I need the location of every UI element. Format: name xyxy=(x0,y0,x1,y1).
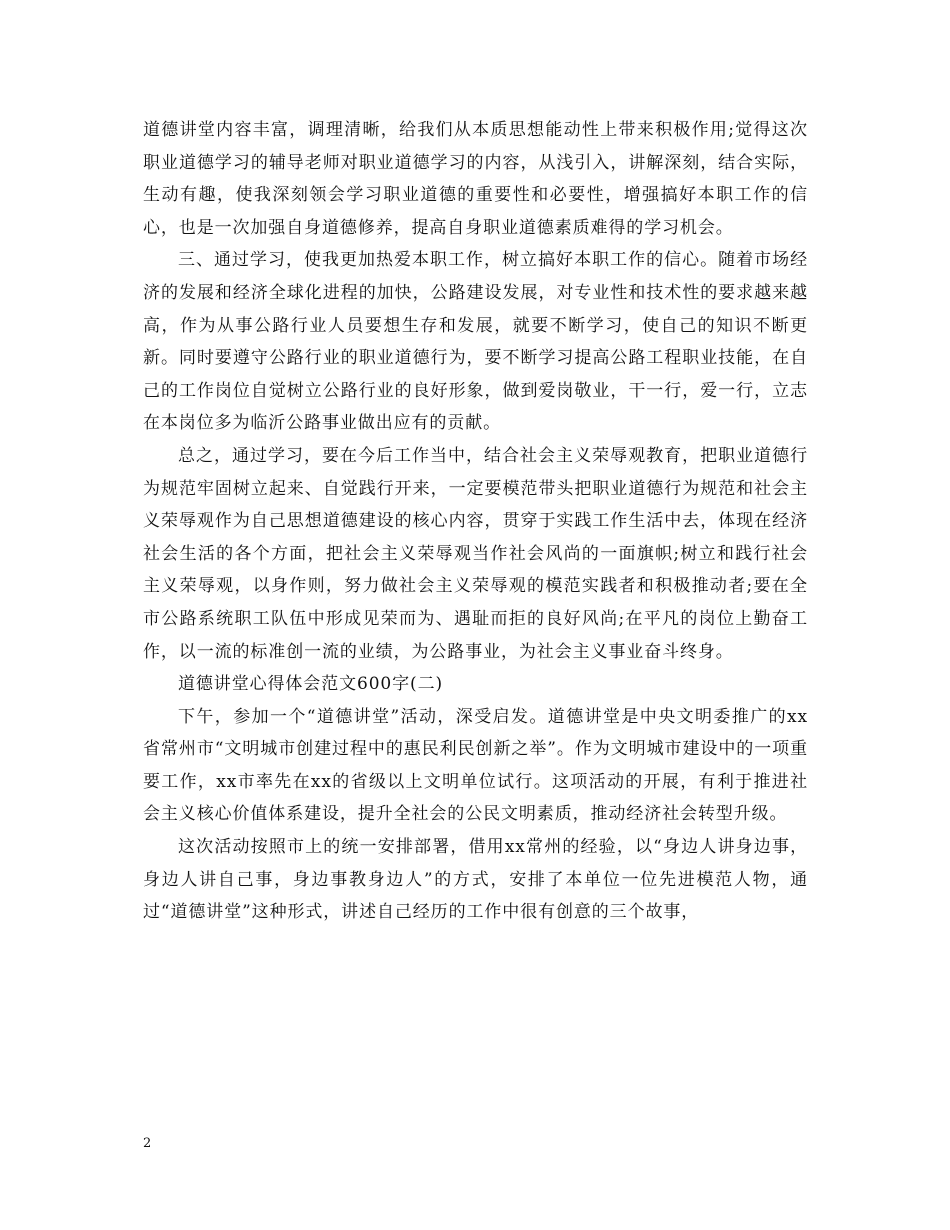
document-body xyxy=(143,114,808,929)
page-number: 2 xyxy=(143,1136,152,1151)
paragraph-afternoon-event: 下午，参加一个“道德讲堂”活动，深受启发。道德讲堂是中央文明委推广的xx省常州市“文明城市创建过程中的惠民利民创新之举”。作为文明城市建设中的一项重要工作，xx市率先在xx的省级以上文明单位试行。这项活动的开展，有利于推进社会主义核心价值体系建设，提升全社会的公民文明素质，推动经济社会转型升级。 xyxy=(143,706,808,825)
paragraph-section-three: 三、通过学习，使我更加热爱本职工作，树立搞好本职工作的信心。随着市场经济的发展和经济全球化进程的加快，公路建设发展，对专业性和技术性的要求越来越高，作为从事公路行业人员要想生存和发展，就要不断学习，使自己的知识不断更新。同时要遵守公路行业的职业道德行为，要不断学习提高公路工程职业技能，在自己的工作岗位自觉树立公路行业的良好形象，做到爱岗敬业，干一行，爱一行，立志在本岗位多为临沂公路事业做出应有的贡献。 xyxy=(143,250,808,434)
paragraph-intro: 道德讲堂内容丰富，调理清晰，给我们从本质思想能动性上带来积极作用;觉得这次职业道德学习的辅导老师对职业道德学习的内容，从浅引入，讲解深刻，结合实际，生动有趣，使我深刻领会学习职业道德的重要性和必要性，增强搞好本职工作的信心，也是一次加强自身道德修养，提高自身职业道德素质难得的学习机会。 xyxy=(143,120,808,238)
paragraph-activity: 这次活动按照市上的统一安排部署，借用xx常州的经验，以“身边人讲身边事，身边人讲自己事，身边事教身边人”的方式，安排了本单位一位先进模范人物，通过“道德讲堂”这种形式，讲述自己经历的工作中很有创意的三个故事， xyxy=(143,837,808,923)
paragraph-summary: 总之，通过学习，要在今后工作当中，结合社会主义荣辱观教育，把职业道德行为规范牢固树立起来、自觉践行开来，一定要模范带头把职业道德行为规范和社会主义荣辱观作为自己思想道德建设的核心内容，贯穿于实践工作生活中去，体现在经济社会生活的各个方面，把社会主义荣辱观当作社会风尚的一面旗帜;树立和践行社会主义荣辱观，以身作则，努力做社会主义荣辱观的模范实践者和积极推动者;要在全市公路系统职工队伍中形成见荣而为、遇耻而拒的良好风尚;在平凡的岗位上勤奋工作，以一流的标准创一流的业绩，为公路事业，为社会主义事业奋斗终身。 xyxy=(143,445,808,662)
section-heading: 道德讲堂心得体会范文600字(二) xyxy=(178,674,444,695)
